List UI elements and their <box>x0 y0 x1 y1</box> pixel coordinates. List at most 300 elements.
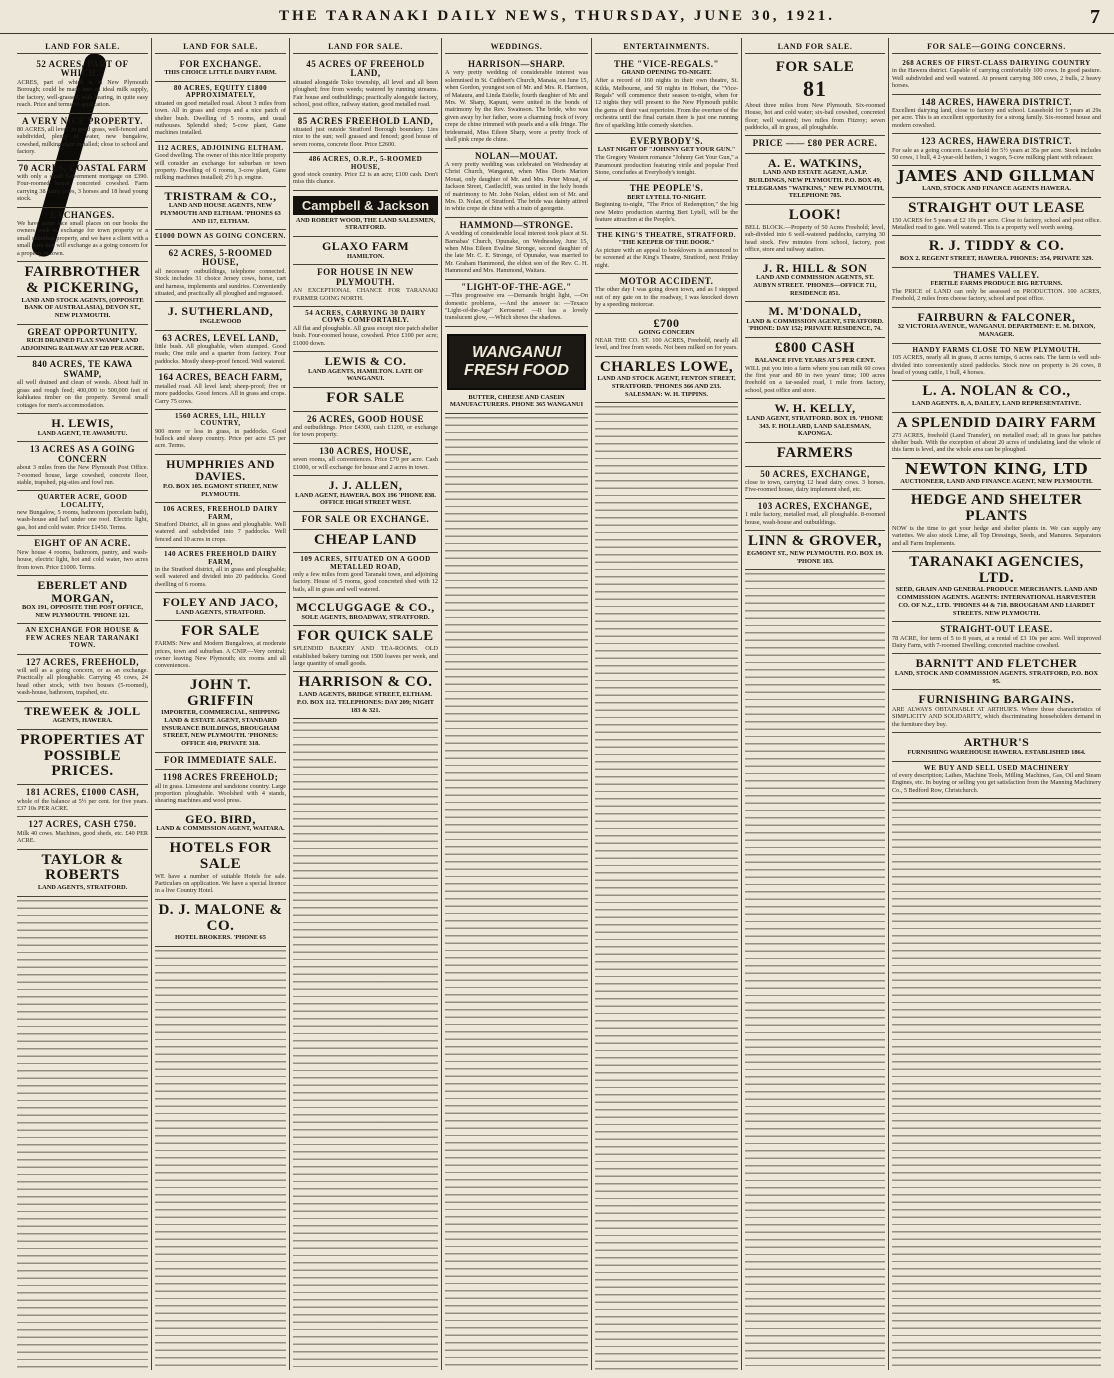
ad-title: FURNISHING BARGAINS. <box>918 692 1075 707</box>
ad-body: 150 ACRES for 5 years at £2 10s per acre. Close to factory, school and post office. Metalled road to gate. Well watered. This is a property well worth seeing. <box>892 216 1101 232</box>
column-2 <box>152 38 290 1370</box>
ad-subtitle: P.O. BOX 105. EGMONT STREET, NEW PLYMOUTH. <box>162 483 279 498</box>
advertisement <box>155 621 286 674</box>
body-copy-texture <box>892 799 1101 1370</box>
advertisement <box>155 82 286 142</box>
ad-body: We have some nice small places on our books the owners wish to exchange for town property or a small suburban property, and we have a client with a small farm that will exchange as a going concern for a property in town. <box>17 220 148 257</box>
column-3 <box>290 38 442 1370</box>
ad-title: MCCLUGGAGE & CO., <box>296 600 435 615</box>
advertisement <box>17 161 148 208</box>
ad-title: 268 ACRES OF FIRST-CLASS DAIRYING COUNTRY <box>902 59 1091 67</box>
ad-title: HARRISON & CO. <box>298 674 433 691</box>
advertisement <box>293 444 438 476</box>
advertisement <box>745 338 885 399</box>
page-columns <box>14 38 1104 1370</box>
ad-title: 148 ACRES, HAWERA DISTRICT. <box>920 96 1073 107</box>
advertisement <box>445 149 588 218</box>
advertisement <box>155 230 286 245</box>
advertisement <box>17 850 148 897</box>
advertisement <box>293 191 438 237</box>
ad-body: close to town, carrying 12 head dairy cows. 3 horses. Five-roomed house, dairy implement shed, etc. <box>745 479 885 494</box>
advertisement <box>892 413 1101 459</box>
ad-title: JOHN T. GRIFFIN <box>187 676 254 709</box>
ad-title: FOR SALE <box>326 389 405 406</box>
ad-title: A VERY NICE PROPERTY. <box>21 115 144 126</box>
ad-title: 63 ACRES, LEVEL LAND, <box>162 332 279 343</box>
ad-subtitle: THIS CHOICE LITTLE DAIRY FARM. <box>164 69 277 77</box>
ad-title: TRISTRAM & CO., <box>164 188 277 203</box>
advertisement <box>293 553 438 598</box>
ad-title: PROPERTIES AT POSSIBLE PRICES. <box>20 731 145 780</box>
advertisement <box>745 531 885 570</box>
advertisement <box>155 370 286 410</box>
advertisement <box>155 302 286 330</box>
advertisement <box>293 412 438 444</box>
ad-subtitle: LAND, STOCK AND FINANCE AGENTS HAWERA. <box>922 185 1071 193</box>
ad-title: D. J. MALONE & CO. <box>158 901 283 934</box>
ad-title: R. J. TIDDY & CO. <box>928 238 1065 255</box>
advertisement <box>892 490 1101 552</box>
ad-body: AN EXCEPTIONAL CHANCE FOR TARANAKI FARMER GOING NORTH. <box>293 287 438 302</box>
ad-title: LINN & GROVER, <box>747 533 883 550</box>
ad-title: 109 ACRES, SITUATED ON A GOOD METALLED ROAD, <box>300 555 431 571</box>
ad-title: FARMERS <box>776 444 854 461</box>
advertisement <box>745 259 885 303</box>
advertisement <box>293 512 438 529</box>
advertisement <box>17 624 148 654</box>
column-header: ENTERTAINMENTS. <box>595 38 738 54</box>
advertisement <box>17 414 148 442</box>
advertisement <box>155 142 286 187</box>
newspaper-title: THE TARANAKI DAILY NEWS, THURSDAY, JUNE 30, 1921. <box>278 8 836 24</box>
ad-title: W. H. KELLY, <box>774 401 856 416</box>
ad-title: FOR IMMEDIATE SALE. <box>163 754 278 765</box>
advertisement <box>155 675 286 753</box>
ad-title: HANDY FARMS CLOSE TO NEW PLYMOUTH. <box>912 345 1081 354</box>
ad-title: CHEAP LAND <box>314 531 417 548</box>
ad-subtitle: EGMONT ST., NEW PLYMOUTH. P.O. BOX 19. 'PHONE 183. <box>746 549 884 565</box>
advertisement <box>445 57 588 149</box>
advertisement <box>293 476 438 512</box>
advertisement <box>745 205 885 258</box>
advertisement <box>892 95 1101 135</box>
column-header: WEDDINGS. <box>445 38 588 54</box>
ad-title: HUMPHRIES AND DAVIES. <box>166 456 275 484</box>
ad-title: NOLAN—MOUAT. <box>475 150 558 161</box>
page-number: 7 <box>1090 6 1100 28</box>
advertisement <box>293 307 438 352</box>
ad-subtitle: LAND, STOCK AND COMMISSION AGENTS. STRATFORD, P.O. BOX 95. <box>894 670 1099 685</box>
ad-body: whole of the balance at 5½ per cent. for five years. £37 10s PER ACRE. <box>17 797 148 812</box>
ad-subtitle: GRAND OPENING TO-NIGHT. <box>621 69 712 77</box>
ad-title: 80 ACRES, EQUITY £1800 APPROXIMATELY, <box>173 84 268 100</box>
ad-title: 127 ACRES, FREEHOLD, <box>25 656 140 667</box>
ad-title: 181 ACRES, £1000 CASH, <box>25 787 140 798</box>
ad-title: 26 ACRES, GOOD HOUSE <box>306 413 425 424</box>
ad-title: EIGHT OF AN ACRE. <box>34 538 131 549</box>
ad-title: 13 ACRES AS A GOING CONCERN <box>29 444 136 464</box>
advertisement <box>745 399 885 443</box>
ad-title: FAIRBURN & FALCONER, <box>917 309 1076 324</box>
ad-subtitle: LAND & COMMISSION AGENT, STRATFORD. 'PHONE: DAY 152; PRIVATE RESIDENCE, 74. <box>746 317 884 333</box>
advertisement <box>17 208 148 262</box>
ad-title: 112 ACRES, ADJOINING ELTHAM. <box>157 143 284 152</box>
advertisement <box>892 762 1101 800</box>
ad-title: GLAXO FARM <box>321 239 410 254</box>
ad-body: The other day I was going down town, and as I stepped out of my gate on to the roadway, I was knocked down by a speeding motorcar. <box>595 286 738 309</box>
ad-title: A. E. WATKINS, <box>767 155 863 170</box>
ad-body: 80 ACRES, all level, in good grass, well-fenced and subdivided, plenty of water, new bungalow, cowshed, milking plant installed; close to school and factory. <box>17 125 148 156</box>
ad-body: For sale as a going concern. Leasehold for 5½ years at 35s per acre. Stock includes 50 cows, 1 bull, 4 2-year-old heifers, 1 wagon, 5-cow milking plant with releaser. <box>892 146 1101 162</box>
ad-body: all well drained and clean of weeds. About half in grass and rough feed; 400,000 to 500,000 feet of kahikatea timber on the property. Several small cottages for men's accommodation. <box>17 379 148 409</box>
ad-body: NOW is the time to get your hedge and shelter plants in. We can supply any varieties. We also stock Lime, all Top Dressings, Seeds, and Manures. Separators and all Farm Implements. <box>892 524 1101 547</box>
advertisement <box>595 274 738 314</box>
ad-title: FOR HOUSE IN NEW PLYMOUTH. <box>317 267 414 287</box>
advertisement <box>17 57 148 114</box>
ad-subtitle: BOX 191, OPPOSITE THE POST OFFICE, NEW PLYMOUTH. 'PHONE 121. <box>21 604 144 619</box>
advertisement <box>293 626 438 672</box>
ad-subtitle: LAND AGENT, HAWERA. BOX 196 'PHONE 838. OFFICE HIGH STREET WEST. <box>295 491 436 507</box>
ad-body: only a few miles from good Taranaki town, and adjoining factory. House of 5 rooms, good concreted shed with 12 bails, all in grass and well watered. <box>293 570 438 593</box>
ad-title: J. J. ALLEN, <box>328 478 403 493</box>
ad-title: 106 ACRES, FREEHOLD DAIRY FARM, <box>162 505 279 521</box>
ad-body: 1 mile factory, metalled road, all ploughable. 8-roomed house, wash-house and outbuildings. <box>745 511 885 526</box>
advertisement <box>293 352 438 388</box>
ad-body: BELL BLOCK.—Property of 50 Acres Freehold; level, sub-divided into 6 well-watered paddocks, carrying 30 head stock. Few minutes from school, factory, post office, store and railway station. <box>745 223 885 254</box>
advertisement <box>892 622 1101 654</box>
ad-body: new Bungalow, 5 rooms, bathroom (porcelain bath), wash-house and ha'l under one roof. Electric light, gas, hot and cold water. Price £1450. Terms. <box>17 509 148 531</box>
ad-subtitle: LAND AND STOCK AGENTS, (OPPOSITE BANK OF AUSTRALASIA), DEVON ST., NEW PLYMOUTH. <box>21 296 144 319</box>
advertisement <box>17 730 148 785</box>
ad-title: EBERLET AND MORGAN, <box>37 577 128 605</box>
ad-body: About three miles from New Plymouth. Six-roomed House, hot and cold water; six-bail cowshed, concreted floor; well watered; two miles from Fitzroy; seven paddocks, all in grass, all ploughable. <box>745 101 885 131</box>
advertisement <box>17 262 148 325</box>
column-header: LAND FOR SALE. <box>745 38 885 54</box>
ad-title: HAMMOND—STRONGE. <box>459 219 574 230</box>
ad-subtitle: LAND AGENTS, STRATFORD. <box>37 884 128 892</box>
ad-subtitle: FERTILE FARMS PRODUCE BIG RETURNS. <box>930 280 1063 288</box>
ad-title: A SPLENDID DAIRY FARM <box>896 414 1097 431</box>
ad-body: As picture with an appeal to booklovers is announced to be screened at the King's Theatre, Stratford, next Friday night. <box>595 246 738 269</box>
ad-subtitle: LAND AGENT, TE AWAMUTU. <box>37 429 128 437</box>
ad-title: J. R. HILL & SON <box>762 260 868 275</box>
advertisement <box>293 388 438 412</box>
ad-body: metalled road. All level land; sheep-proof; five or more paddocks. Good fences. All in grass and crops. Carry 75 cows. <box>155 382 286 405</box>
ad-subtitle: LAND AGENTS, HAMILTON. LATE OF WANGANUI. <box>308 367 423 383</box>
ad-body: and outbuildings. Price £4300, cash £1200, or exchange for town property. <box>293 424 438 439</box>
advertisement <box>892 134 1101 166</box>
advertisement <box>445 327 588 414</box>
advertisement <box>745 467 885 499</box>
advertisement <box>293 672 438 719</box>
advertisement <box>595 181 738 228</box>
advertisement <box>595 57 738 134</box>
advertisement <box>155 331 286 371</box>
advertisement <box>892 198 1101 237</box>
advertisement <box>155 593 286 621</box>
ad-title: JAMES AND GILLMAN <box>897 167 1096 186</box>
advertisement <box>445 280 588 327</box>
body-copy-texture <box>745 570 885 1370</box>
ad-title: GREAT OPPORTUNITY. <box>27 326 138 337</box>
advertisement <box>595 357 738 404</box>
ad-body: little bush. All ploughable, when stumped. Good roads; One mile and a quarter from factory. Four paddocks. Mostly sheep-proof fenced. Well watered. <box>155 343 286 365</box>
ad-title: £800 CASH <box>775 340 855 357</box>
ad-body: of every description; Lathes, Machine Tools, Milling Machines, Gas, Oil and Steam Engines, etc. In buying or selling you get satisfaction from the Manning Machinery Co., 5 Bedford Row, Christchurch. <box>892 771 1101 794</box>
ad-title: FOR SALE OR EXCHANGE. <box>301 514 430 525</box>
ad-title: 130 ACRES, HOUSE, <box>319 445 412 456</box>
ad-body: Milk 40 cows. Machines, good sheds, etc. £40 PER ACRE. <box>17 829 148 845</box>
ad-subtitle: LAND AGENTS. 8, A, DAILEY, LAND REPRESENTATIVE. <box>911 400 1082 408</box>
advertisement <box>745 499 885 531</box>
ad-body: NEAR THE CO. ST. 100 ACRES, Freehold, nearly all level, and free from weeds. Not been milked on for years. <box>595 336 738 352</box>
ad-logo-title: WANGANUI FRESH FOOD <box>447 334 586 390</box>
ad-title: FOLEY AND JACO, <box>162 595 279 610</box>
ad-title: 70 ACRES, COASTAL FARM <box>18 162 147 173</box>
advertisement <box>17 817 148 849</box>
ad-body: FARMS: New and Modern Bungalows, at moderate prices, town and suburban. A CNIP.—Very central; owner leaving New Plymouth; six rooms and all conveniences. <box>155 640 286 670</box>
ad-subtitle: "THE KEEPER OF THE DOOR." <box>618 239 715 246</box>
ad-title: FOR SALE <box>775 59 855 75</box>
advertisement <box>17 325 148 358</box>
advertisement <box>745 136 885 153</box>
ad-body: situated alongside Toko township, all level and all been ploughed; free from weeds; watered by running streams. Fair house and outbuildings; practically alongside factory, school, post office, railway station, good metalled road. <box>293 78 438 109</box>
ad-subtitle: BUTTER, CHEESE AND CASEIN MANUFACTURERS. PHONE 365 WANGANUI <box>449 393 584 409</box>
ad-title: 164 ACRES, BEACH FARM, <box>158 372 283 383</box>
ad-subtitle: LAND AND ESTATE AGENT, A.M.P. BUILDINGS, NEW PLYMOUTH. P.O. BOX 49, TELEGRAMS "WATKINS," NEW PLYMOUTH, TELEPHONE 785. <box>746 169 884 200</box>
ad-body: 900 more or less in grass, in paddocks. Good bullock and sheep country. Price per acre £5 per acre. Terms. <box>155 427 286 450</box>
ad-title: TAYLOR & ROBERTS <box>41 851 124 884</box>
ad-body: 105 ACRES, nearly all in grass, 8 acres turnips, 6 acres oats. The farm is well sub-divided into conveniently sized paddocks. Stock now on property is 26 cows, 8 head of young cattle, 1 bull, 4 horses. <box>892 354 1101 376</box>
ad-subtitle: BOX 2. REGENT STREET, HAWERA. PHONES: 354, PRIVATE 329. <box>899 255 1094 263</box>
column-5 <box>592 38 742 1370</box>
column-1 <box>14 38 152 1370</box>
ad-title: £700 <box>653 315 680 330</box>
ad-subtitle: GOING CONCERN <box>638 329 695 337</box>
ad-title: 54 ACRES, CARRYING 30 DAIRY COWS COMFORTABLY. <box>305 309 426 325</box>
advertisement <box>155 900 286 947</box>
advertisement <box>293 237 438 265</box>
body-copy-texture <box>445 414 588 1370</box>
ad-body: A very pretty wedding of considerable interest was solemnised in St. Cuthbert's Church, Manaia, on June 15, when Gordon, youngest son of Mr. and Mrs. R. Harrison, of Mataura, and Linda Estelle, fourth daughter of Mr. and Mrs. W. Sharp, Kapuni, were united in the bonds of matrimony by the Rev. Swainson. The bride, who was given away by her father, wore a charming frock of ivory crepe de chine trimmed with pearls and a silk fringe. The bridesmaid, Miss Eileen Sharp, wore a pretty frock of shell pink crepe de chine. <box>445 69 588 144</box>
body-copy-texture <box>293 719 438 1370</box>
advertisement <box>595 314 738 357</box>
ad-title: LOOK! <box>788 207 842 224</box>
ad-body: After a record of 160 nights in their own theatre, St. Kilda, Melbourne, and 50 nights in Hobart, the "Vice-Regals" will commence their season to-night, when for 12 nights they will present to the New Plymouth public the gems of their vast repertoire. From the overture of the orchestra until the final curtain there is just one running fire of sparkling little comedy sketches. <box>595 77 738 129</box>
ad-subtitle: AGENTS, HAWERA. <box>52 717 113 725</box>
ad-title: H. LEWIS, <box>51 415 114 430</box>
advertisement <box>17 442 148 491</box>
ad-title: 85 ACRES FREEHOLD LAND, <box>297 115 434 126</box>
advertisement <box>155 455 286 504</box>
advertisement <box>595 229 738 274</box>
ad-title: 52 ACRES, PART OF WHICH... <box>36 59 129 79</box>
ad-title: 140 ACRES FREEHOLD DAIRY FARM, <box>163 550 278 566</box>
advertisement <box>155 753 286 770</box>
ad-subtitle: LAND AND COMMISSION AGENTS, ST. AUBYN STREET. 'PHONES—OFFICE 711, RESIDENCE 851. <box>753 274 877 297</box>
ad-title: STRAIGHT-OUT LEASE. <box>940 624 1053 635</box>
ad-subtitle: BERT LYTELL TO-NIGHT. <box>627 193 706 201</box>
ad-title: 45 ACRES OF FREEHOLD LAND, <box>306 59 425 79</box>
ad-subtitle: LAND AND STOCK AGENT, FENTON STREET, STRATFORD. 'PHONES 366 AND 233. SALESMAN: W. H. TIPPINS. <box>597 375 736 398</box>
ad-body: in the Stratford district, all in grass and ploughable; well watered and divided into 20 paddocks. Good dwelling of 6 rooms. <box>155 565 286 588</box>
ad-subtitle: LAND AGENTS, STRATFORD. <box>175 608 266 616</box>
ad-title: L. A. NOLAN & CO., <box>922 383 1071 400</box>
ad-body: with only a small Government mortgage on £390. Four-roomed house, concreted cowshed. Farm carrying 38 dairy cows, 3 horses and 18 head young stock. <box>17 173 148 203</box>
ad-subtitle: 32 VICTORIA AVENUE, WANGANUI. DEPARTMENT: E. M. DIXON, MANAGER. <box>897 323 1096 339</box>
ad-title: CHARLES LOWE, <box>599 358 734 375</box>
ad-title: FAIRBROTHER & PICKERING, <box>24 264 141 296</box>
ad-subtitle: BALANCE FIVE YEARS AT 5 PER CENT. <box>754 356 876 364</box>
body-copy-texture <box>17 897 148 1370</box>
advertisement <box>745 154 885 205</box>
advertisement <box>17 114 148 161</box>
ad-subtitle: HOTEL BROKERS. 'PHONE 65 <box>175 934 266 942</box>
ad-body: situated just outside Stratford Borough boundary. Lies nice to the sun; well grassed and fenced; good house of seven rooms, concrete floor. Price £2600. <box>293 125 438 148</box>
ad-body: about 3 miles from the New Plymouth Post Office. 7-roomed house, large cowshed, concrete floor, stable, trapshed, pig-sties and fowl run. <box>17 464 148 486</box>
ad-body: —This progressive era —Demands bright light, —On domestic problems, —And the answer is: —Texaco "Light-of-the-Age" Kerosene! —It has a lovely translucent glow, —Which shows the shadows. <box>445 292 588 322</box>
ad-body: will sell as a going concern, or as an exchange. Practically all ploughable. Carrying 45 cows, 24 head other stock, with two houses (5-roomed), wash-house, bathroom, trapshed, etc. <box>17 666 148 697</box>
ad-subtitle: FURNISHING WAREHOUSE HAWERA. ESTABLISHED 1864. <box>907 748 1086 756</box>
ad-body: 273 ACRES, freehold (Land Transfer), on metalled road; all in grass bar patches shelter bush. With the exception of about 20 acres of undulating land the whole of this farm is level, and the whole area can be ploughed. <box>892 431 1101 454</box>
advertisement <box>17 357 148 414</box>
ad-subtitle: LAND AGENTS, BRIDGE STREET, ELTHAM. P.O. BOX 112. TELEPHONES: DAY 209; NIGHT 183 & 321. <box>296 691 435 714</box>
advertisement <box>892 344 1101 382</box>
advertisement <box>445 218 588 280</box>
ad-title: HOTELS FOR SALE <box>169 840 272 872</box>
advertisement <box>892 236 1101 267</box>
advertisement <box>293 265 438 307</box>
ad-title: EXCHANGES. <box>50 209 115 220</box>
advertisement <box>155 548 286 593</box>
body-copy-texture <box>595 403 738 1370</box>
ad-body: A wedding of considerable local interest took place at St. Barnabas' Church, Opunake, on Wednesday, June 15, when Miss Eileen Evaline Stronge, second daughter of the late Mr. C. E. Stronge, of Opunake, was married to Mr. Graham Hammond, the eldest son of the Rev. C. H. Hammond and Mrs. Hammond, Waitara. <box>445 230 588 275</box>
ad-body: Good dwelling. The owner of this nice little property will consider an exchange for suburban or town property. Dwelling of 6 rooms, 3-cow plant, Gane milking machines installed; 2½ h.p. engine. <box>155 152 286 182</box>
advertisement <box>155 838 286 900</box>
advertisement <box>892 690 1101 733</box>
column-header: FOR SALE—GOING CONCERNS. <box>892 38 1101 54</box>
ad-title: FOR EXCHANGE. <box>179 59 262 69</box>
ad-body: Stratford District, all in grass and ploughable. Well watered and subdivided into 7 paddocks. Well fenced and 10 acres in crops. <box>155 521 286 543</box>
ad-title: WE BUY AND SELL USED MACHINERY <box>923 763 1070 772</box>
ad-subtitle: AUCTIONEER, LAND AND FINANCE AGENT, NEW PLYMOUTH. <box>900 477 1093 485</box>
advertisement <box>17 576 148 625</box>
advertisement <box>892 166 1101 197</box>
ad-title: £1000 DOWN AS GOING CONCERN. <box>155 232 286 241</box>
ad-title: QUARTER ACRE, GOOD LOCALITY, <box>37 493 128 509</box>
ad-body: WILL put you into a farm where you can milk 60 cows the first year and 80 in two years' time; 100 acres freehold on a tar-sealed road, 1 mile from factory, school, post office and store. <box>745 364 885 394</box>
advertisement <box>892 459 1101 490</box>
ad-subtitle: LAND & COMMISSION AGENT, WAITARA. <box>156 825 285 833</box>
ad-subtitle: LAST NIGHT OF "JOHNNY GET YOUR GUN." <box>597 146 736 154</box>
ad-body: ARE ALWAYS OBTAINABLE AT ARTHUR'S. Where those characteristics of SIMPLICITY AND SOLIDARITY, which discriminating householders demand in the furniture they buy. <box>892 706 1101 728</box>
ad-title: MOTOR ACCIDENT. <box>619 275 714 286</box>
ad-title: HARRISON—SHARP. <box>468 59 565 69</box>
advertisement <box>892 57 1101 95</box>
ad-subtitle: RICH DRAINED FLAX SWAMP LAND ADJOINING RAILWAY AT £20 PER ACRE. <box>20 337 145 352</box>
ad-subtitle: INGLEWOOD <box>199 317 242 325</box>
ad-title: LEWIS & CO. <box>324 353 407 368</box>
ad-body: Excellent dairying land, close to factory and school. Leasehold for 5 years at 29s per acre. This is an excellent opportunity for a strong family. Six-roomed house and modern cowshed. <box>892 107 1101 129</box>
ad-title: 486 ACRES, O.R.P., 5-ROOMED HOUSE, <box>308 155 423 171</box>
advertisement <box>17 702 148 730</box>
advertisement <box>745 443 885 467</box>
advertisement <box>155 770 286 810</box>
advertisement <box>595 134 738 181</box>
advertisement <box>155 410 286 455</box>
column-header: LAND FOR SALE. <box>155 38 286 54</box>
ad-title: 62 ACRES, 5-ROOMED HOUSE, <box>168 247 273 268</box>
masthead <box>0 0 1114 34</box>
ad-price: 81 <box>803 75 827 101</box>
ad-title: PRICE —— £80 PER ACRE. <box>752 138 878 149</box>
advertisement <box>17 655 148 702</box>
advertisement <box>293 153 438 191</box>
advertisement <box>892 268 1101 308</box>
ad-title: EVERYBODY'S. <box>630 135 703 146</box>
ad-subtitle: IMPORTER, COMMERCIAL, SHIPPING LAND & ESTATE AGENT, STANDARD INSURANCE BUILDINGS, BROUGHAM STREET, NEW PLYMOUTH. 'PHONES: OFFICE 410, PRIVATE 318. <box>161 709 280 748</box>
ad-subtitle: HAMILTON. <box>346 252 385 260</box>
ad-title: THAMES VALLEY. <box>953 269 1040 280</box>
ad-title: THE PEOPLE'S. <box>629 183 704 194</box>
ad-body: good stock country. Price £2 is an acre; £100 cash. Don't miss this chance. <box>293 170 438 186</box>
ad-title: ARTHUR'S <box>963 735 1030 750</box>
advertisement <box>155 246 286 303</box>
ad-body: A very pretty wedding was celebrated on Wednesday at Christ Church, Wanganui, when Miss Doris Marion Mouat, only daughter of Mr. and Mrs. Peter Mouat, of Jackson Street, Castlecliff, was united in the holy bonds of matrimony to Mr. John Nolan, eldest son of Mr. and Mrs. D. Nolan, of Stratford. The bride was dainty attired in white crepe de chine with a train of georgette. <box>445 160 588 213</box>
column-6 <box>742 38 889 1370</box>
ad-body: The Gregory Western romance "Johnny Get Your Gun," a Paramount production featuring virile and popular Fred Stone, concludes at Everybody's tonight. <box>595 154 738 176</box>
ad-body: New house 4 rooms, bathroom, pantry, and wash-house, electric light, hot and cold water, two acres from town. Price £1000. Terms. <box>17 548 148 571</box>
advertisement <box>892 733 1101 761</box>
ad-subtitle: LAND AND HOUSE AGENTS, NEW PLYMOUTH AND ELTHAM. 'PHONES 63 AND 117, ELTHAM. <box>160 202 281 225</box>
ad-title: 1560 ACRES, LIL, HILLY COUNTRY, <box>174 411 267 428</box>
ad-title: M. M'DONALD, <box>768 304 862 319</box>
column-4 <box>442 38 592 1370</box>
ad-title: TARANAKI AGENCIES, LTD. <box>909 553 1084 586</box>
ad-subtitle: SEED, GRAIN AND GENERAL PRODUCE MERCHANTS. LAND AND COMMISSION AGENTS. AGENTS: INTERNATIONAL HARVESTER CO. OF N.Z., LTD. 'PHONES 44 & 718. BROUGHAM AND LIARDET STREETS. NEW PLYMOUTH. <box>895 586 1098 617</box>
ad-title: BARNITT AND FLETCHER <box>915 656 1078 671</box>
advertisement <box>745 57 885 136</box>
advertisement <box>892 552 1101 622</box>
advertisement <box>293 114 438 154</box>
advertisement <box>155 810 286 838</box>
ad-title: AN EXCHANGE FOR HOUSE & FEW ACRES NEAR TARANAKI TOWN. <box>25 626 140 650</box>
ad-body: All flat and ploughable. All grass except nice patch shelter bush. Four-roomed house, cowshed. Price £100 per acre; £1000 down. <box>293 324 438 347</box>
ad-title: 840 ACRES, TE KAWA SWAMP, <box>32 359 133 379</box>
ad-title: "LIGHT-OF-THE-AGE." <box>461 281 572 292</box>
advertisement <box>17 536 148 576</box>
ad-title: 127 ACRES, CASH £750. <box>28 819 137 830</box>
body-copy-texture <box>155 947 286 1370</box>
ad-title: 123 ACRES, HAWERA DISTRICT. <box>920 136 1073 147</box>
advertisement <box>745 302 885 338</box>
advertisement <box>892 381 1101 412</box>
ad-body: The PRICE of LAND can only be assessed on PRODUCTION. 100 ACRES, Freehold, 2 miles from cheese factory, school and post office. <box>892 288 1101 303</box>
ad-title: J. SUTHERLAND, <box>167 304 274 319</box>
column-7 <box>889 38 1104 1370</box>
ad-subtitle: AND ROBERT WOOD, THE LAND SALESMEN, STRATFORD. <box>295 216 436 232</box>
advertisement <box>17 491 148 536</box>
ad-body: seven rooms, all conveniences. Price £70 per acre. Cash £1000, or will exchange for house and 2 acres in town. <box>293 456 438 471</box>
ad-title: FOR SALE <box>181 623 260 640</box>
ad-title: 103 ACRES, EXCHANGE, <box>757 500 873 511</box>
ad-subtitle: SOLE AGENTS, BROADWAY, STRATFORD. <box>301 613 430 621</box>
advertisement <box>155 57 286 82</box>
ad-title: HEDGE AND SHELTER PLANTS <box>910 492 1083 524</box>
ad-title: STRAIGHT OUT LEASE <box>908 199 1085 216</box>
ad-subtitle: LAND AGENT, STRATFORD. BOX 19. 'PHONE 343. F. HOLLARD, LAND SALESMAN, KAPONGA. <box>746 414 884 438</box>
ad-title: 50 ACRES, EXCHANGE, <box>760 468 870 479</box>
